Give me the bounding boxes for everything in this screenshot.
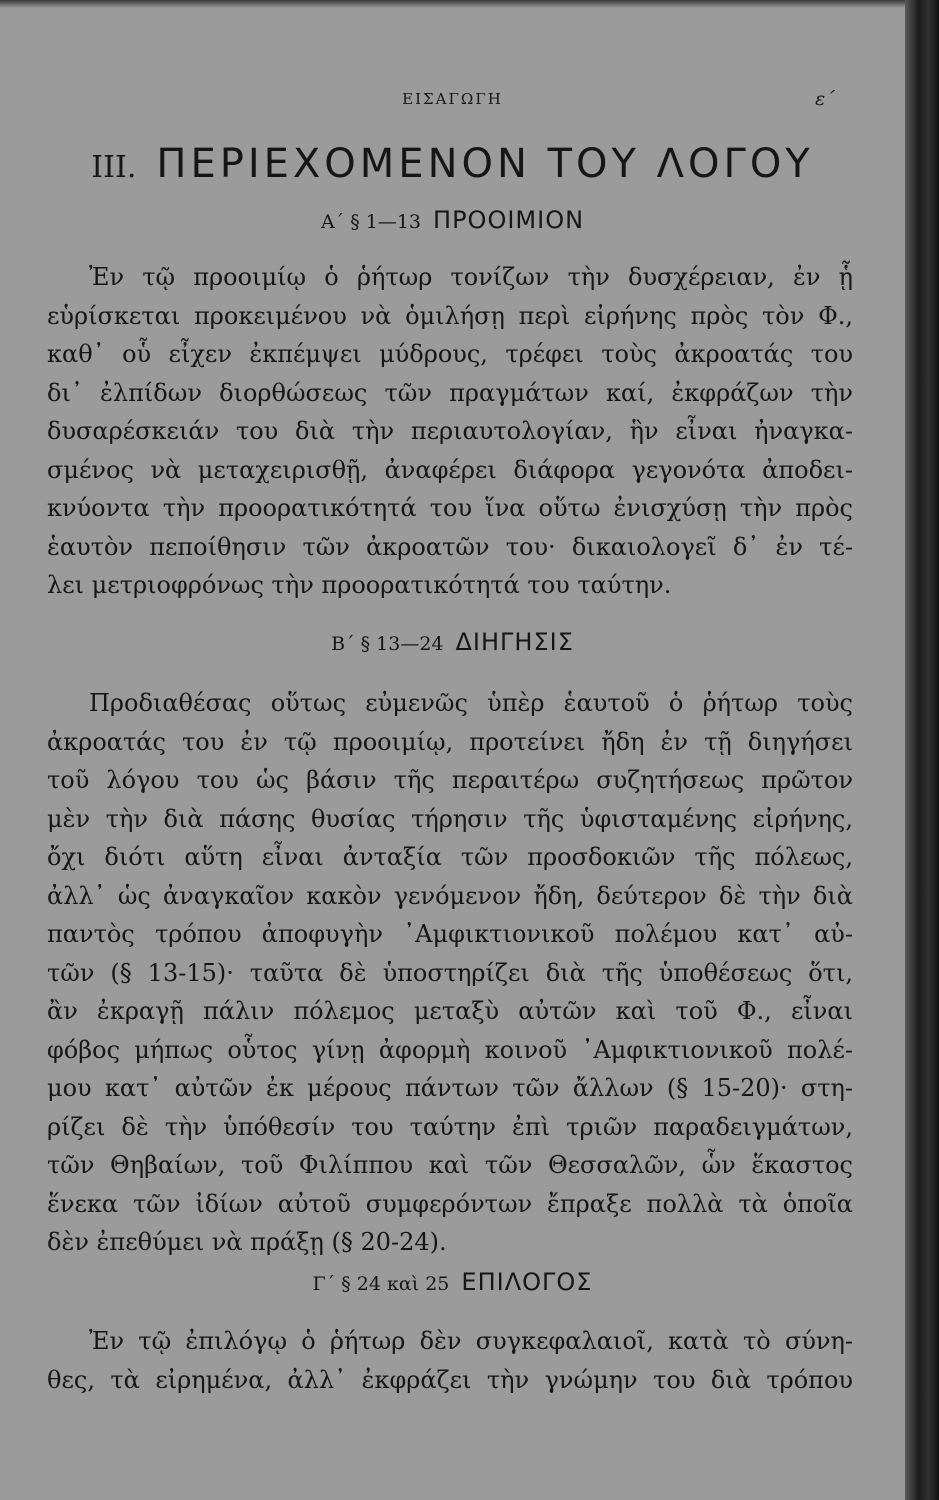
section-reference: Α΄ § 1—13 <box>320 211 422 233</box>
text-line: ἕνεκα τῶν ἰδίων αὐτοῦ συμφερόντων ἔπραξε πολλὰ τὰ ὁποῖα <box>47 1189 853 1218</box>
text-line: καθ᾽ οὗ εἶχεν ἐκπέμψει μύδρους, τρέφει τοὺς ἀκροατάς του <box>47 340 853 368</box>
text-line: δι᾽ ἐλπίδων διορθώσεως τῶν πραγμάτων καί, ἐκφράζων τὴν <box>47 378 853 407</box>
section-name: ΕΠΙΛΟΓΟΣ <box>461 1268 593 1296</box>
text-line: παντὸς τρόπου ἀποφυγὴν ᾽Αμφικτιονικοῦ πολέμου κατ᾽ αὐ- <box>47 920 853 948</box>
page-top-shadow <box>0 0 905 8</box>
text-line: Ἐν τῷ ἐπιλόγῳ ὁ ῥήτωρ δὲν συγκεφαλαιοῖ, κατὰ τὸ σύνη- <box>89 1327 853 1355</box>
text-line: εὑρίσκεται προκειμένου νὰ ὁμιλήσῃ περὶ εἰρήνης πρὸς τὸν Φ., <box>47 301 853 330</box>
chapter-title <box>0 140 905 187</box>
text-line: δυσαρέσκειάν του διὰ τὴν περιαυτολογίαν, ἣν εἶναι ἠναγκα- <box>47 417 853 445</box>
text-line: κνύοντα τὴν προορατικότητά του ἵνα οὕτω ἐνισχύσῃ τὴν πρὸς <box>47 494 853 522</box>
text-line: ἑαυτὸν πεποίθησιν τῶν ἀκροατῶν του· δικαιολογεῖ δ᾽ ἐν τέ- <box>47 532 853 561</box>
text-line: Προδιαθέσας οὕτως εὐμενῶς ὑπὲρ ἑαυτοῦ ὁ ῥήτωρ τοὺς <box>89 689 853 717</box>
section-reference: Β΄ § 13—24 <box>331 633 444 655</box>
text-line: θες, τὰ εἰρημένα, ἀλλ᾽ ἐκφράζει τὴν γνώμην του διὰ τρόπου <box>47 1365 853 1394</box>
text-line: ρίζει δὲ τὴν ὑπόθεσίν του ταύτην ἐπὶ τριῶν παραδειγμάτων, <box>47 1112 853 1141</box>
text-line: τοῦ λόγου του ὡς βάσιν τῆς περαιτέρω συζητήσεως πρῶτον <box>47 766 853 794</box>
text-line: μου κατ᾽ αὐτῶν ἐκ μέρους πάντων τῶν ἄλλων (§ 15-20)· στη- <box>47 1074 853 1102</box>
page-number: ε´ <box>815 88 835 110</box>
running-head: ΕΙΣΑΓΩΓΗ <box>402 90 503 108</box>
paragraph-prooimion <box>47 258 853 605</box>
text-line: ἀλλ᾽ ὡς ἀναγκαῖον κακὸν γενόμενον ἤδη, δεύτερον δὲ τὴν διὰ <box>47 881 853 910</box>
text-line: Ἐν τῷ προοιμίῳ ὁ ῥήτωρ τονίζων τὴν δυσχέρειαν, ἐν ᾗ <box>89 263 853 291</box>
book-binding-edge <box>905 0 939 1500</box>
section-heading-prooimion <box>0 206 905 234</box>
text-line: τῶν (§ 13-15)· ταῦτα δὲ ὑποστηρίζει διὰ τῆς ὑποθέσεως ὅτι, <box>47 958 853 987</box>
text-line: σμένος νὰ μεταχειρισθῇ, ἀναφέρει διάφορα γεγονότα ἀποδει- <box>47 455 853 484</box>
chapter-number: III. <box>91 150 137 185</box>
text-line: φόβος μήπως οὗτος γίνῃ ἀφορμὴ κοινοῦ ᾽Αμφικτιονικοῦ πολέ- <box>47 1035 853 1064</box>
text-line: ὄχι διότι αὕτη εἶναι ἀνταξία τῶν προσδοκιῶν τῆς πόλεως, <box>47 843 853 871</box>
section-name: ΠΡΟΟΙΜΙΟΝ <box>433 206 585 234</box>
section-heading-diegesis <box>0 628 905 656</box>
section-heading-epilogos <box>0 1268 905 1296</box>
chapter-title-text: ΠΕΡΙΕΧΟΜΕΝΟΝ ΤΟΥ ΛΟΓΟΥ <box>156 141 814 187</box>
text-line: ἂν ἐκραγῇ πάλιν πόλεμος μεταξὺ αὐτῶν καὶ τοῦ Φ., εἶναι <box>47 997 853 1025</box>
paragraph-epilogos <box>47 1322 853 1399</box>
text-line: λει μετριοφρόνως τὴν προορατικότητά του ταύτην. <box>47 571 672 599</box>
section-name: ΔΙΗΓΗΣΙΣ <box>455 628 574 656</box>
section-reference: Γ΄ § 24 καὶ 25 <box>312 1273 450 1295</box>
text-line: μὲν τὴν διὰ πάσης θυσίας τήρησιν τῆς ὑφισταμένης εἰρήνης, <box>47 804 853 833</box>
paragraph-diegesis <box>47 684 853 1262</box>
text-line: δὲν ἐπεθύμει νὰ πράξῃ (§ 20-24). <box>47 1228 447 1256</box>
text-line: ἀκροατάς του ἐν τῷ προοιμίῳ, προτείνει ἤδη ἐν τῇ διηγήσει <box>47 727 853 756</box>
text-line: τῶν Θηβαίων, τοῦ Φιλίππου καὶ τῶν Θεσσαλῶν, ὧν ἕκαστος <box>47 1151 853 1179</box>
